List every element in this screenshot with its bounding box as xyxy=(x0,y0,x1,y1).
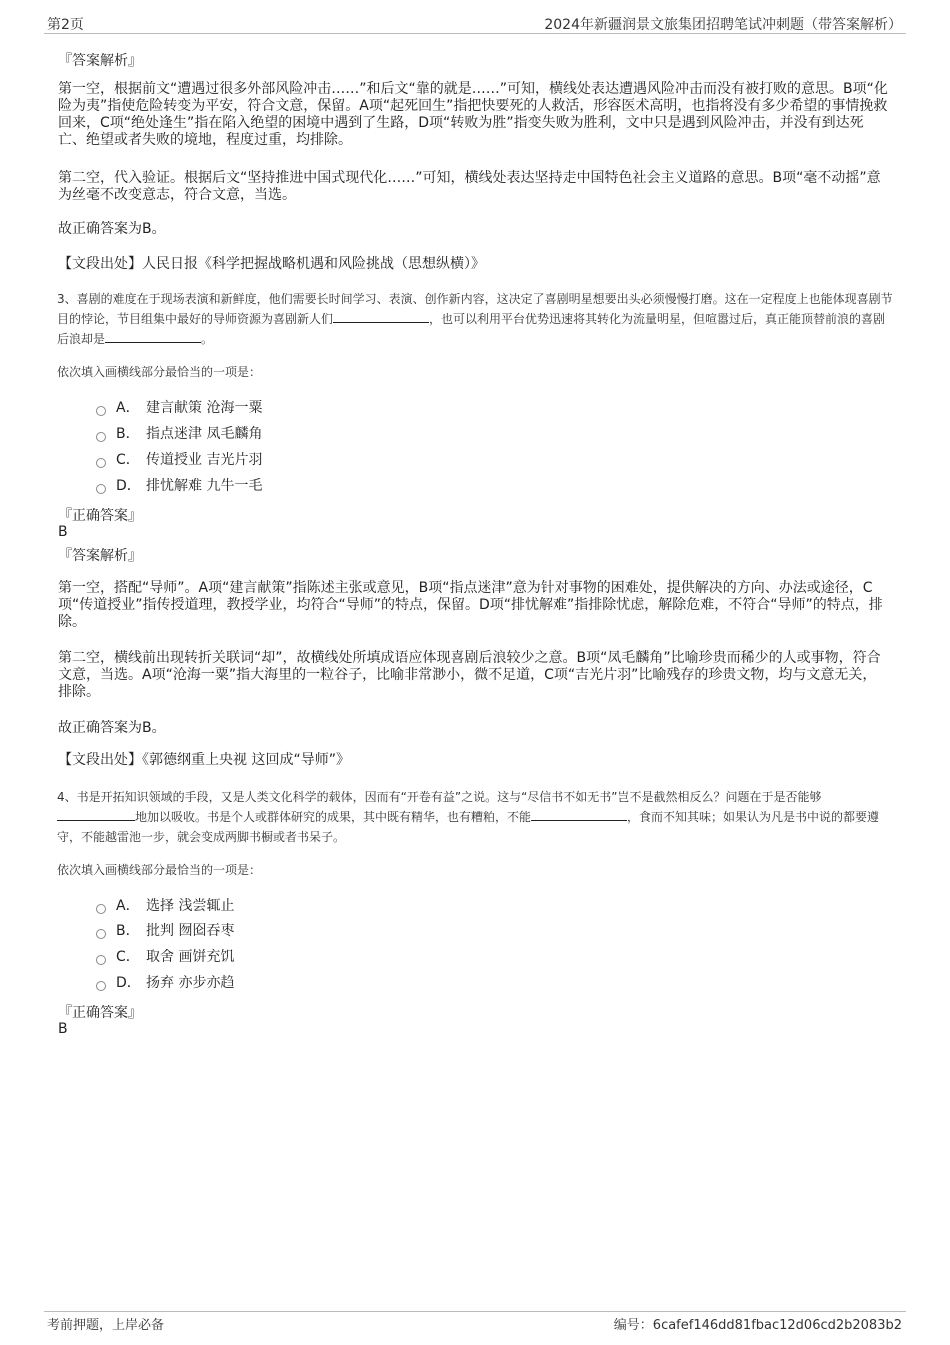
q3-stem-part-2: ，也可以利用平台优势迅速将其转化为流量明星，但喧嚣过后，真正能顶替前浪的喜剧后浪却是 xyxy=(57,312,886,346)
q3-stem xyxy=(57,289,897,349)
q3-correct-label: 『正确答案』 xyxy=(58,508,142,524)
q4-option-c-text: 取舍 画饼充饥 xyxy=(146,949,235,965)
q3-correct-answer: B xyxy=(58,524,68,540)
q2-analysis-paragraph-2: 第二空，代入验证。根据后文“坚持推进中国式现代化……”可知，横线处表达坚持走中国特色社会主义道路的意思。B项“毫不动摇”意为丝毫不改变意志，符合文意，当选。 xyxy=(58,170,881,203)
q2-source: 【文段出处】人民日报《科学把握战略机遇和风险挑战（思想纵横）》 xyxy=(58,256,485,272)
q4-stem-part-3: ，食而不知其味；如果认为凡是书中说的都要遵守，不能越雷池一步，就会变成两脚书橱或者书呆子。 xyxy=(57,810,880,844)
q4-option-b-text: 批判 囫囵吞枣 xyxy=(146,923,235,939)
q4-blank-2 xyxy=(531,808,627,821)
q4-correct-answer: B xyxy=(58,1021,68,1037)
footer-slogan: 考前押题，上岸必备 xyxy=(47,1318,165,1333)
q4-correct-label: 『正确答案』 xyxy=(58,1005,142,1021)
q4-option-d-text: 扬弃 亦步亦趋 xyxy=(146,975,235,991)
q4-blank-1 xyxy=(57,808,135,821)
q3-option-a-text: 建言献策 沧海一粟 xyxy=(146,400,263,416)
q4-instruction: 依次填入画横线部分最恰当的一项是： xyxy=(57,863,262,877)
q4-stem xyxy=(57,787,897,847)
q3-blank-1 xyxy=(333,310,429,323)
q3-option-d-letter: D． xyxy=(116,478,141,494)
q3-source: 【文段出处】《郭德纲重上央视 这回成“导师”》 xyxy=(58,752,350,768)
q4-option-b-letter: B． xyxy=(116,923,140,939)
q3-option-b-letter: B． xyxy=(116,426,140,442)
q3-option-d[interactable] xyxy=(96,476,262,496)
document-title: 2024年新疆润景文旅集团招聘笔试冲刺题（带答案解析） xyxy=(544,17,902,33)
q3-stem-part-1: 3、喜剧的难度在于现场表演和新鲜度，他们需要长时间学习、表演、创作新内容，这决定了喜剧明星想要出头必须慢慢打磨。这在一定程度上也能体现喜剧节目的悖论，节目组集中最好的导师资源为喜剧新人们 xyxy=(57,292,893,326)
q3-option-a-letter: A． xyxy=(116,400,140,416)
radio-icon[interactable] xyxy=(96,432,106,442)
q4-option-d[interactable] xyxy=(96,973,234,993)
q3-option-c-letter: C． xyxy=(116,452,140,468)
q3-option-c-text: 传道授业 吉光片羽 xyxy=(146,452,263,468)
q4-option-c[interactable] xyxy=(96,947,234,967)
q3-option-d-text: 排忧解难 九牛一毛 xyxy=(146,478,263,494)
q4-option-d-letter: D． xyxy=(116,975,141,991)
q3-instruction: 依次填入画横线部分最恰当的一项是： xyxy=(57,365,262,379)
q3-option-c[interactable] xyxy=(96,450,262,470)
q4-option-a-letter: A． xyxy=(116,898,140,914)
radio-icon[interactable] xyxy=(96,484,106,494)
radio-icon[interactable] xyxy=(96,458,106,468)
document-serial: 编号：6cafef146dd81fbac12d06cd2b2083b2 xyxy=(613,1318,902,1333)
radio-icon[interactable] xyxy=(96,981,106,991)
q3-analysis-label: 『答案解析』 xyxy=(58,548,142,564)
q3-analysis-paragraph-1: 第一空，搭配“导师”。A项“建言献策”指陈述主张或意见，B项“指点迷津”意为针对事物的困难处，提供解决的方向、办法或途径，C项“传道授业”指传授道理，教授学业，均符合“导师”的特点，保留。D项“排忧解难”指排除忧虑，解除危难，不符合“导师”的特点，排除。 xyxy=(58,580,883,630)
q3-stem-part-3: 。 xyxy=(201,332,214,346)
q3-blank-2 xyxy=(105,330,201,343)
q3-option-b[interactable] xyxy=(96,424,262,444)
q2-analysis-paragraph-1: 第一空，根据前文“遭遇过很多外部风险冲击……”和后文“靠的就是……”可知，横线处表达遭遇风险冲击而没有被打败的意思。B项“化险为夷”指使危险转变为平安，符合文意，保留。A项“起死回生”指把快要死的人救活，形容医术高明，也指将没有多少希望的事情挽救回来，C项“绝处逢生”指在陷入绝望的困境中遇到了生路，D项“转败为胜”指变失败为胜利，文中只是遇到风险冲击，并没有到达死亡、绝望或者失败的境地，程度过重，均排除。 xyxy=(58,81,888,148)
q3-option-b-text: 指点迷津 凤毛麟角 xyxy=(146,426,263,442)
radio-icon[interactable] xyxy=(96,929,106,939)
footer-divider xyxy=(44,1311,906,1312)
header-divider xyxy=(44,33,906,34)
radio-icon[interactable] xyxy=(96,955,106,965)
q3-analysis-paragraph-2: 第二空，横线前出现转折关联词“却”，故横线处所填成语应体现喜剧后浪较少之意。B项“凤毛麟角”比喻珍贵而稀少的人或事物，符合文意，当选。A项“沧海一粟”指大海里的一粒谷子，比喻非常渺小，微不足道，C项“吉光片羽”比喻残存的珍贵文物，均与文意无关，排除。 xyxy=(58,650,881,700)
q3-option-a[interactable] xyxy=(96,398,262,418)
q2-conclusion: 故正确答案为B。 xyxy=(58,221,166,237)
page-number: 第2页 xyxy=(47,17,84,33)
q4-option-a-text: 选择 浅尝辄止 xyxy=(146,898,235,914)
q4-option-a[interactable] xyxy=(96,896,234,916)
radio-icon[interactable] xyxy=(96,406,106,416)
q3-conclusion: 故正确答案为B。 xyxy=(58,720,166,736)
q4-stem-part-1: 4、书是开拓知识领域的手段，又是人类文化科学的载体，因而有“开卷有益”之说。这与“尽信书不如无书”岂不是截然相反么？问题在于是否能够 xyxy=(57,790,822,804)
q4-option-b[interactable] xyxy=(96,921,234,941)
q4-stem-part-2: 地加以吸收。书是个人或群体研究的成果，其中既有精华，也有糟粕，不能 xyxy=(135,810,532,824)
q2-analysis-label: 『答案解析』 xyxy=(58,53,142,69)
radio-icon[interactable] xyxy=(96,904,106,914)
q4-option-c-letter: C． xyxy=(116,949,140,965)
